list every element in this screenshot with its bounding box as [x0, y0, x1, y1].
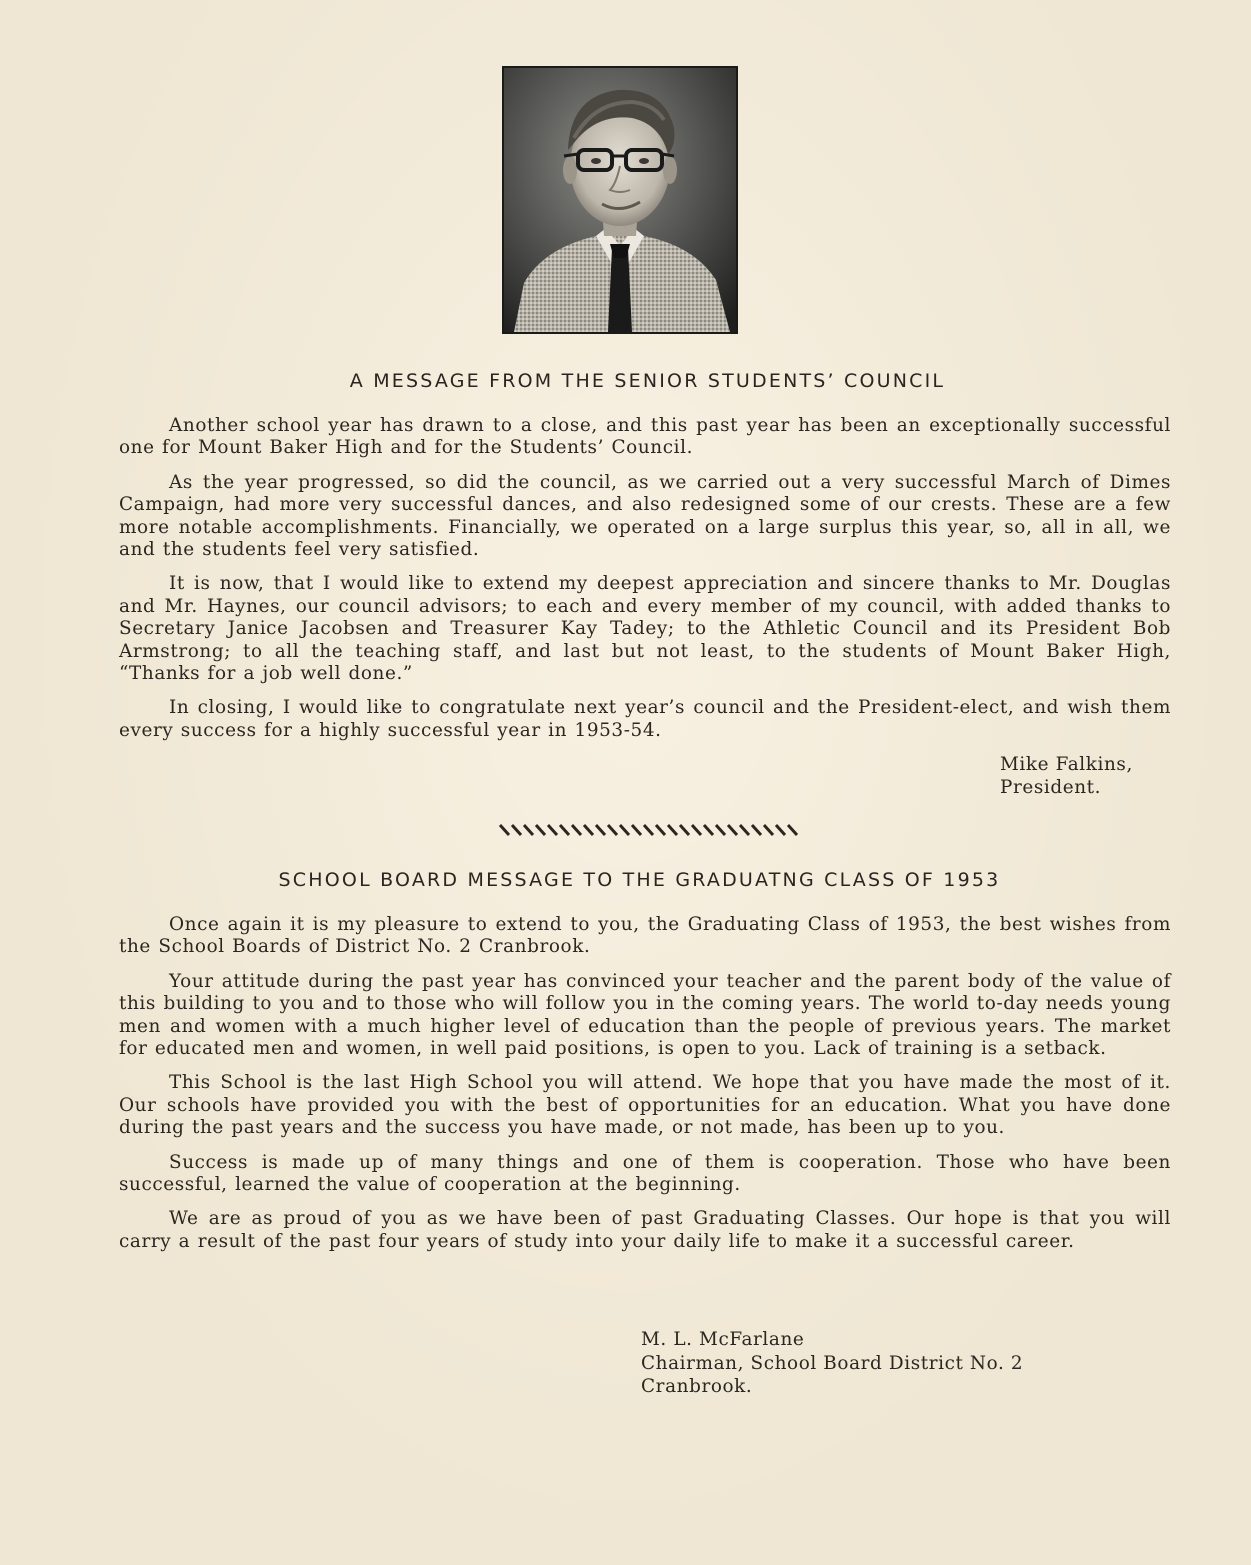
- school-board-message: [119, 914, 1171, 1265]
- paragraph: This School is the last High School you will attend. We hope that you have made the most of it. Our schools have provided you with the best of opportunities for an education. What you have done during the past years and the success you have made, or not made, has been up to you.: [119, 1072, 1171, 1139]
- divider-mark: [728, 825, 737, 835]
- divider-mark: [656, 825, 665, 835]
- divider-mark: [764, 825, 773, 835]
- divider-mark: [740, 825, 749, 835]
- ornamental-divider: [496, 823, 798, 837]
- divider-mark: [632, 825, 641, 835]
- divider-mark: [500, 825, 509, 835]
- paragraph: In closing, I would like to congratulate next year’s council and the President-elect, and wish them every success for a highly successful year in 1953-54.: [119, 697, 1171, 741]
- divider-mark: [692, 825, 701, 835]
- divider-mark: [512, 825, 521, 835]
- divider-mark: [752, 825, 761, 835]
- president-portrait-photo: [502, 66, 738, 334]
- divider-mark: [524, 825, 533, 835]
- divider-mark: [716, 825, 725, 835]
- paragraph: We are as proud of you as we have been of past Graduating Classes. Our hope is that you will carry a result of the past four years of study into your daily life to make it a successful career.: [119, 1208, 1171, 1252]
- divider-mark: [620, 825, 629, 835]
- signature-place: Cranbrook.: [641, 1376, 753, 1397]
- divider-mark: [668, 825, 677, 835]
- divider-mark: [596, 825, 605, 835]
- president-signature: [1000, 753, 1133, 799]
- signature-name: M. L. McFarlane: [641, 1329, 805, 1350]
- divider-mark: [776, 825, 785, 835]
- senior-council-message: [119, 415, 1171, 754]
- paragraph: Your attitude during the past year has convinced your teacher and the parent body of the value of this building to you and to those who will follow you in the coming years. The world to-day needs young men and women with a much higher level of education than the people of previous years. The market for educated men and women, in well paid positions, is open to you. Lack of training is a setback.: [119, 970, 1171, 1060]
- school-board-heading: SCHOOL BOARD MESSAGE TO THE GRADUATNG CLASS OF 1953: [278, 869, 1001, 891]
- paragraph: It is now, that I would like to extend my deepest appreciation and sincere thanks to Mr. Douglas and Mr. Haynes, our council advisors; to each and every member of my council, with added thanks to Secretary Janice Jacobsen and Treasurer Kay Tadey; to the Athletic Council and its President Bob Armstrong; to all the teaching staff, and last but not least, to the students of Mount Baker High, “Thanks for a job well done.”: [119, 573, 1171, 685]
- signature-role: President.: [1000, 777, 1102, 798]
- paragraph: Another school year has drawn to a close, and this past year has been an exceptionally successful one for Mount Baker High and for the Students’ Council.: [119, 415, 1171, 459]
- paragraph: Success is made up of many things and one of them is cooperation. Those who have been successful, learned the value of cooperation at the beginning.: [119, 1151, 1171, 1196]
- divider-mark: [584, 825, 593, 835]
- divider-mark: [788, 825, 797, 835]
- senior-council-heading: A MESSAGE FROM THE SENIOR STUDENTS’ COUNCIL: [349, 370, 946, 392]
- divider-mark: [560, 825, 569, 835]
- divider-mark: [704, 825, 713, 835]
- divider-mark: [644, 825, 653, 835]
- divider-mark: [608, 825, 617, 835]
- paragraph: As the year progressed, so did the council, as we carried out a very successful March of Dimes Campaign, had more very successful dances, and also redesigned some of our crests. These are a few more notable accomplishments. Financially, we operated on a large surplus this year, so, all in all, we and the students feel very satisfied.: [119, 471, 1171, 561]
- divider-mark: [572, 825, 581, 835]
- divider-mark: [548, 825, 557, 835]
- divider-mark: [680, 825, 689, 835]
- chairman-signature: [641, 1328, 1023, 1399]
- divider-mark: [536, 825, 545, 835]
- signature-role: Chairman, School Board District No. 2: [641, 1352, 1024, 1374]
- signature-name: Mike Falkins,: [1000, 754, 1133, 775]
- paragraph: Once again it is my pleasure to extend to you, the Graduating Class of 1953, the best wishes from the School Boards of District No. 2 Cranbrook.: [119, 914, 1171, 958]
